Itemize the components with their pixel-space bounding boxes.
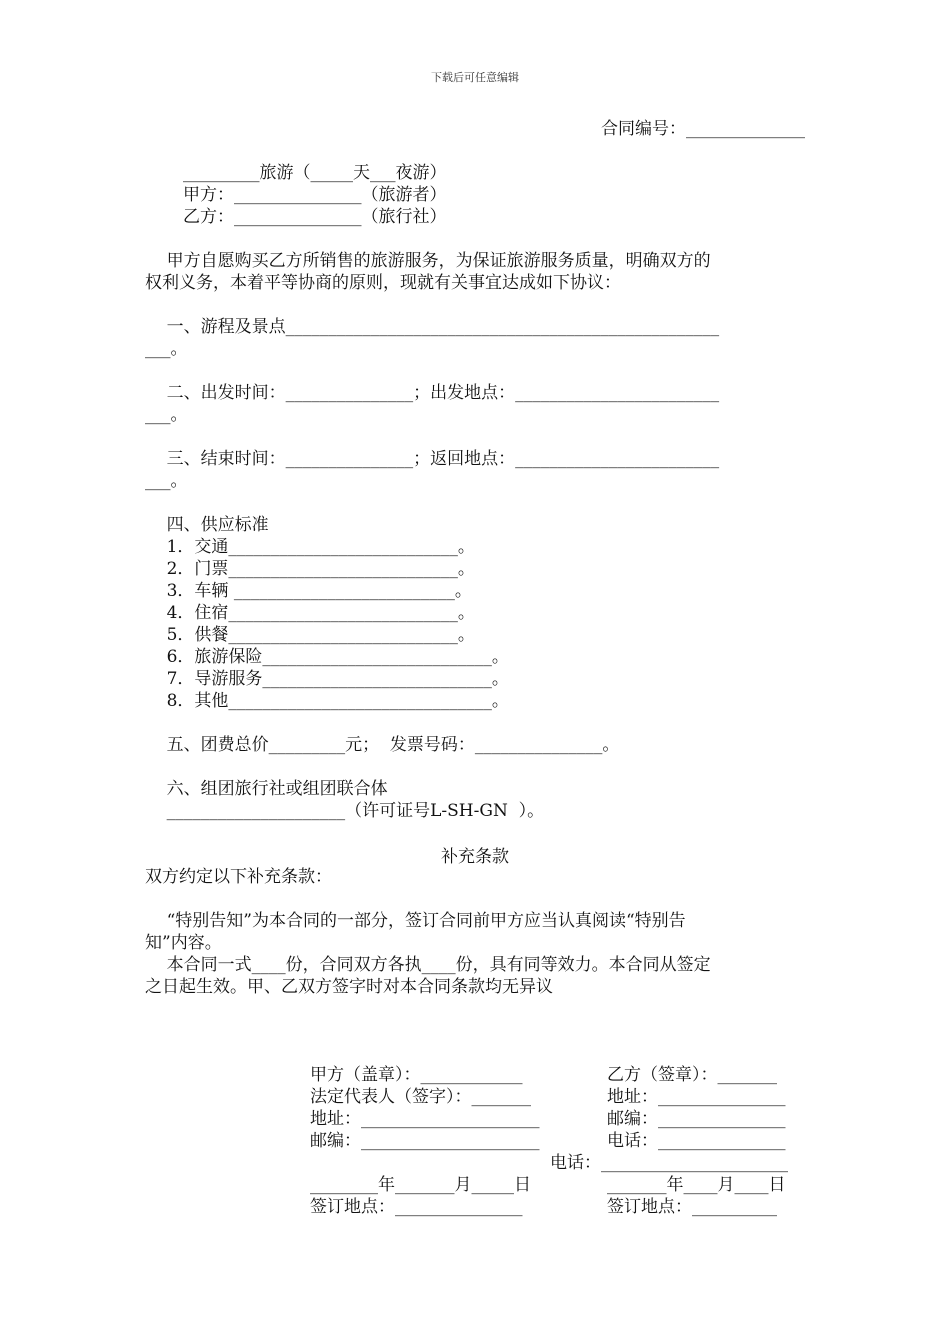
supply-item: 6．旅游保险___________________________。: [145, 647, 509, 667]
supply-item: 2．门票___________________________。: [145, 559, 475, 579]
supplement-line: 之日起生效。甲、乙双方签字时对本合同条款均无异议: [145, 977, 553, 997]
agency-line-1: 六、组团旅行社或组团联合体: [145, 779, 388, 799]
end-line-2: ___。: [145, 471, 188, 491]
party-a-line: 甲方：_______________（旅游者）: [183, 185, 447, 205]
depart-line-2: ___。: [145, 405, 188, 425]
supplement-title: 补充条款: [441, 847, 509, 867]
supply-item: 7．导游服务___________________________。: [145, 669, 509, 689]
fee-line: 五、团费总价_________元； 发票号码：_______________。: [145, 735, 620, 755]
supply-item: 5．供餐___________________________。: [145, 625, 475, 645]
itinerary-line-1: 一、游程及景点___________________________________________________: [145, 317, 720, 337]
end-line-1: 三、结束时间：_______________；返回地点：________________________: [145, 449, 720, 469]
agency-line-2: _____________________（许可证号L-SH-GN ）。: [145, 801, 545, 821]
supplement-line: 本合同一式____份，合同双方各执____份，具有同等效力。本合同从签定: [145, 955, 711, 975]
depart-line-1: 二、出发时间：_______________；出发地点：________________________: [145, 383, 720, 403]
itinerary-line-2: ___。: [145, 339, 188, 359]
sign-place-left: 签订地点：_______________: [310, 1197, 523, 1217]
legal-rep-sign: 法定代表人（签字）：_______: [310, 1087, 531, 1107]
intro-line-2: 权利义务，本着平等协商的原则，现就有关事宜达成如下协议：: [145, 273, 621, 293]
trip-line: _________旅游（_____天___夜游）: [183, 163, 447, 183]
sign-place-right: 签订地点：__________: [607, 1197, 777, 1217]
party-b-postcode: 邮编：_______________: [607, 1109, 786, 1129]
party-b-line: 乙方：_______________（旅行社）: [183, 207, 447, 227]
supply-item: 3．车辆 __________________________。: [145, 581, 472, 601]
date-right: _______年____月____日: [607, 1175, 786, 1195]
supplement-line: 双方约定以下补充条款：: [145, 867, 332, 887]
header-note: 下载后可任意编辑: [431, 71, 519, 84]
date-left: ________年_______月_____日: [310, 1175, 531, 1195]
supplement-line: 知”内容。: [145, 933, 222, 953]
supply-title: 四、供应标准: [145, 515, 269, 535]
party-b-phone: 电话：_______________: [607, 1131, 786, 1151]
party-a-phone: 电话：______________________: [550, 1153, 788, 1173]
supply-item: 1．交通___________________________。: [145, 537, 475, 557]
party-a-seal: 甲方（盖章）：____________: [310, 1065, 523, 1085]
supply-item: 8．其他_______________________________。: [145, 691, 509, 711]
contract-number: 合同编号：______________: [601, 119, 805, 139]
party-a-postcode: 邮编：_____________________: [310, 1131, 540, 1151]
intro-line-1: 甲方自愿购买乙方所销售的旅游服务，为保证旅游服务质量，明确双方的: [145, 251, 711, 271]
supply-item: 4．住宿___________________________。: [145, 603, 475, 623]
party-a-address: 地址：_____________________: [310, 1109, 540, 1129]
party-b-address: 地址：_______________: [607, 1087, 786, 1107]
supplement-line: “特别告知”为本合同的一部分，签订合同前甲方应当认真阅读“特别告: [145, 911, 686, 931]
party-b-seal: 乙方（签章）：_______: [607, 1065, 777, 1085]
